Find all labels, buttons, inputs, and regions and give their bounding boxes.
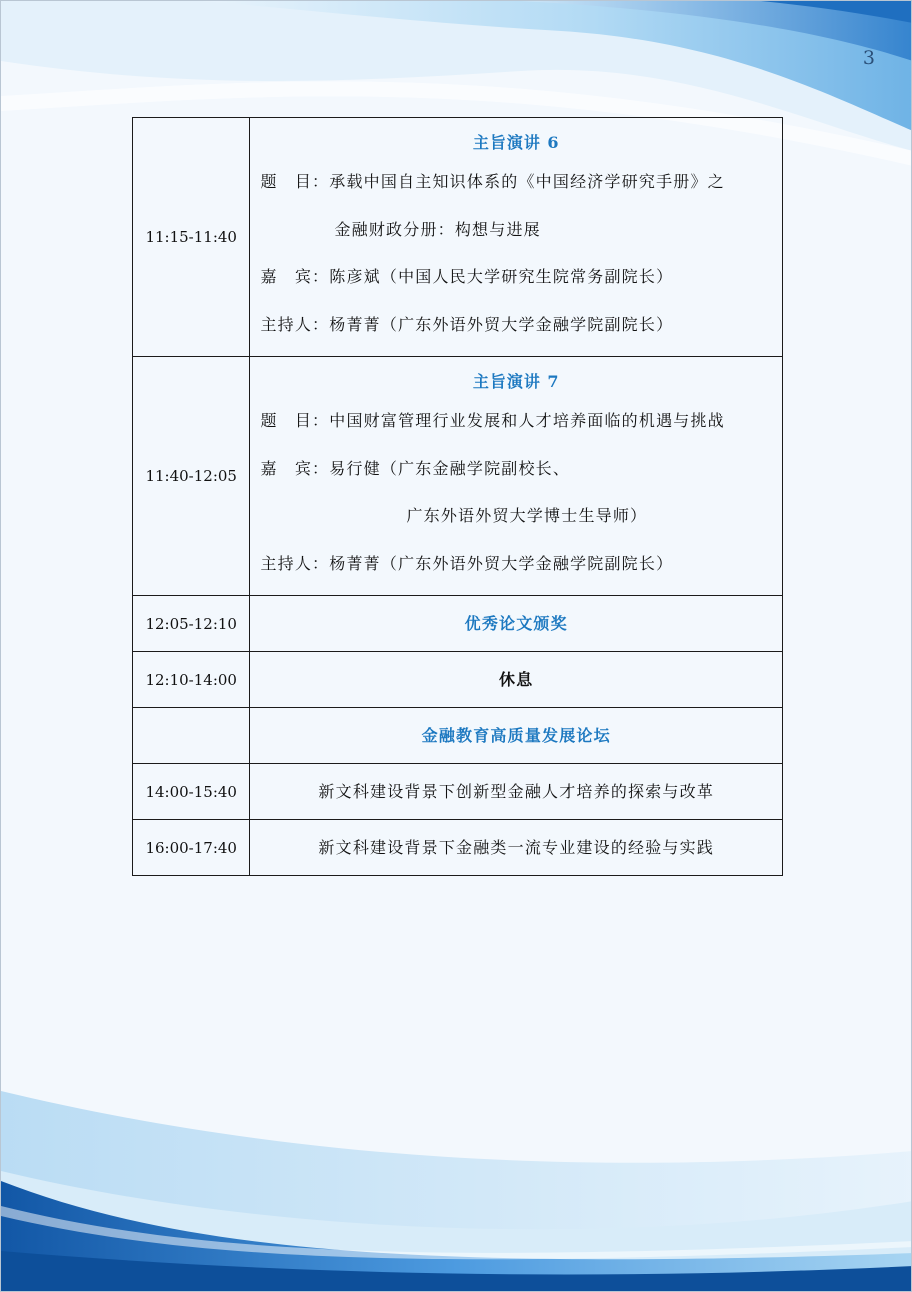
talk-title: 主旨演讲 6 — [472, 133, 560, 152]
table-row — [133, 118, 783, 357]
award-ceremony-label: 优秀论文颁奖 — [464, 614, 568, 633]
session-topic: 新文科建设背景下金融类一流专业建设的经验与实践 — [318, 838, 715, 857]
forum-title: 金融教育高质量发展论坛 — [421, 726, 611, 745]
host-text: 杨菁菁（广东外语外贸大学金融学院副院长） — [329, 314, 674, 334]
host-text: 杨菁菁（广东外语外贸大学金融学院副院长） — [329, 553, 674, 573]
host-line — [250, 301, 782, 349]
break-label: 休息 — [499, 670, 534, 689]
guest-text: 陈彦斌（中国人民大学研究生院常务副院长） — [329, 267, 674, 286]
talk-cell — [250, 118, 783, 357]
topic-label: 题 目： — [260, 411, 330, 430]
topic-text: 承载中国自主知识体系的《中国经济学研究手册》之 — [329, 172, 725, 191]
table-row — [133, 708, 783, 764]
topic-line — [250, 397, 782, 445]
time-cell: 11:40-12:05 — [133, 357, 250, 596]
guest-line-continued: 广东外语外贸大学博士生导师） — [406, 506, 648, 525]
topic-label: 题 目： — [260, 172, 330, 191]
session-topic: 新文科建设背景下创新型金融人才培养的探索与改革 — [318, 782, 715, 801]
guest-label: 嘉 宾： — [260, 458, 330, 478]
time-cell: 11:15-11:40 — [133, 118, 250, 357]
time-cell: 16:00-17:40 — [133, 820, 250, 876]
table-row — [133, 652, 783, 708]
table-row — [133, 596, 783, 652]
schedule-table — [132, 117, 783, 876]
topic-text: 中国财富管理行业发展和人才培养面临的机遇与挑战 — [329, 411, 725, 430]
topic-line-continued: 金融财政分册：构想与进展 — [334, 219, 541, 239]
time-cell: 12:10-14:00 — [133, 652, 250, 708]
talk-title: 主旨演讲 7 — [472, 372, 560, 391]
guest-text: 易行健（广东金融学院副校长、 — [329, 458, 571, 478]
talk-cell — [250, 357, 783, 596]
table-row — [133, 764, 783, 820]
time-cell: 14:00-15:40 — [133, 764, 250, 820]
time-cell — [133, 708, 250, 764]
guest-line — [250, 253, 782, 301]
table-row — [133, 357, 783, 596]
host-label: 主持人： — [260, 553, 330, 573]
page-number: 3 — [862, 47, 875, 69]
host-line — [250, 540, 782, 588]
host-label: 主持人： — [260, 314, 330, 334]
table-row — [133, 820, 783, 876]
time-cell: 12:05-12:10 — [133, 596, 250, 652]
topic-line — [250, 158, 782, 206]
guest-line — [250, 445, 782, 493]
guest-label: 嘉 宾： — [260, 267, 330, 286]
